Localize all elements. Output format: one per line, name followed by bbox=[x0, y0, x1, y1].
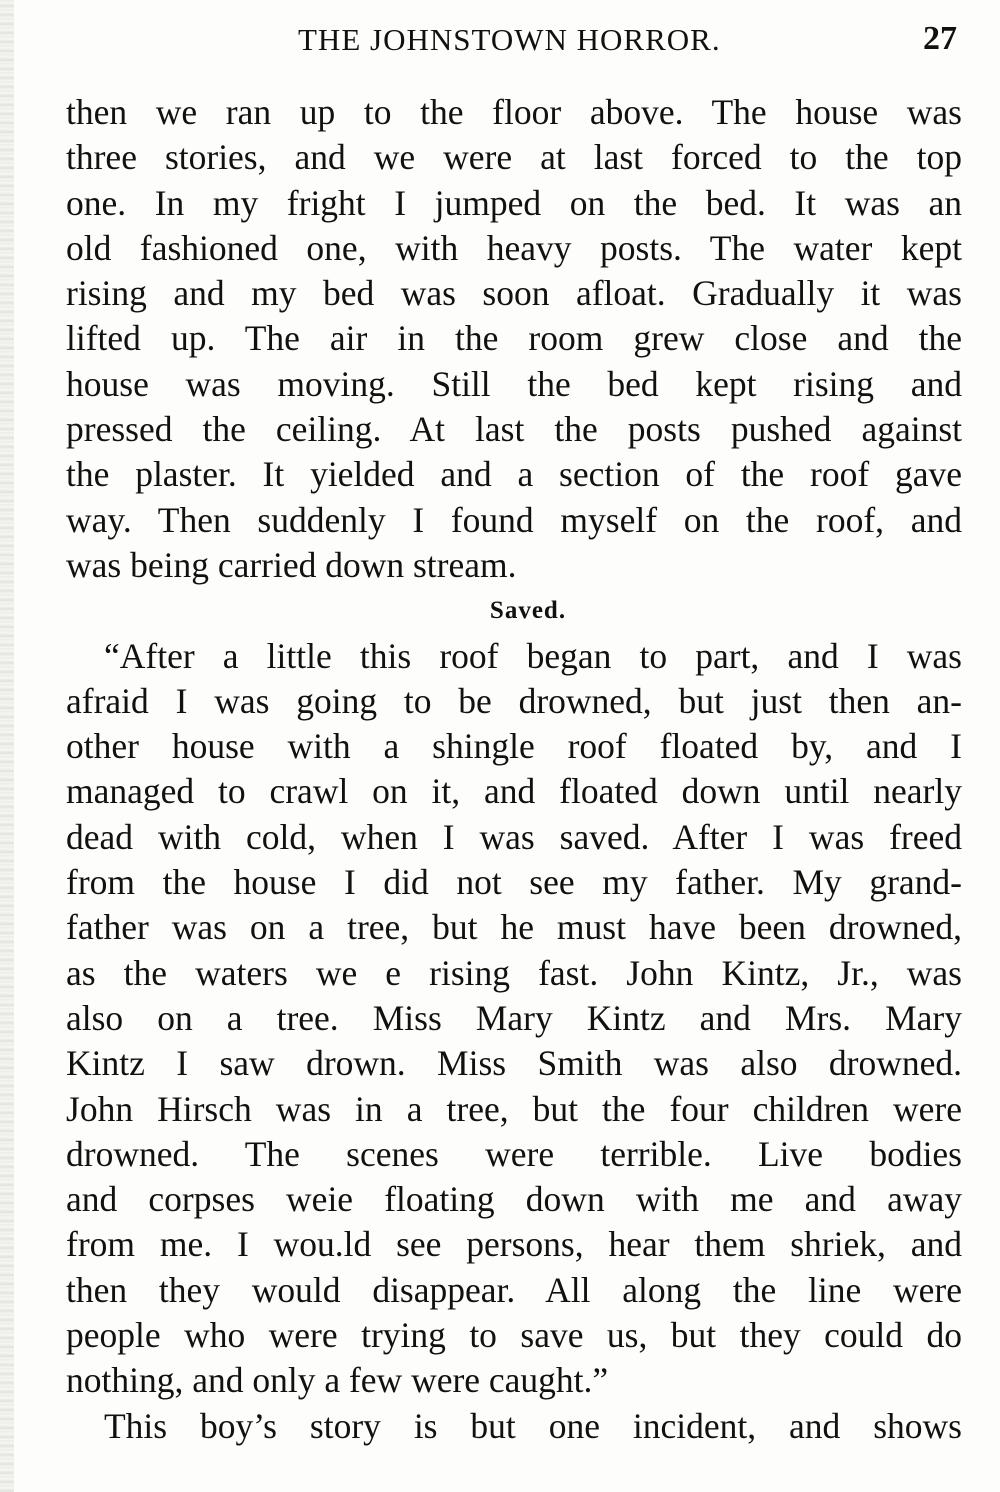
text-line: father was on a tree, but he must have been drowned, bbox=[66, 907, 962, 948]
page-gutter-edge bbox=[0, 0, 14, 1492]
text-line: drowned. The scenes were terrible. Live bodies bbox=[66, 1133, 962, 1174]
text-line: John Hirsch was in a tree, but the four children were bbox=[66, 1088, 962, 1129]
text-line: rising and my bed was soon afloat. Gradually it was bbox=[66, 273, 962, 314]
paragraph-3 bbox=[66, 1404, 962, 1449]
page-number: 27 bbox=[923, 20, 957, 57]
text-line: old fashioned one, with heavy posts. The water kept bbox=[66, 227, 962, 268]
body-text bbox=[66, 90, 962, 1449]
text-line: also on a tree. Miss Mary Kintz and Mrs. Mary bbox=[66, 997, 962, 1038]
section-heading: Saved. bbox=[489, 597, 567, 625]
running-header bbox=[0, 18, 1000, 62]
text-line: way. Then suddenly I found myself on the roof, and bbox=[66, 499, 962, 540]
text-line: from the house I did not see my father. My grand- bbox=[66, 862, 962, 903]
text-line: managed to crawl on it, and floated down until nearly bbox=[66, 771, 962, 812]
text-line: nothing, and only a few were caught.” bbox=[66, 1360, 609, 1401]
text-line: as the waters we e rising fast. John Kintz, Jr., was bbox=[66, 952, 962, 993]
text-line: three stories, and we were at last forced to the top bbox=[66, 137, 962, 178]
paragraph-1 bbox=[66, 90, 962, 588]
text-line: afraid I was going to be drowned, but just then an- bbox=[66, 680, 962, 721]
text-line: people who were trying to save us, but they could do bbox=[66, 1315, 962, 1356]
text-line: then they would disappear. All along the line were bbox=[66, 1269, 962, 1310]
text-line: Kintz I saw drown. Miss Smith was also drowned. bbox=[66, 1043, 962, 1084]
text-line: dead with cold, when I was saved. After I was freed bbox=[66, 816, 962, 857]
text-line: house was moving. Still the bed kept rising and bbox=[66, 363, 962, 404]
text-line: lifted up. The air in the room grew close and the bbox=[66, 318, 962, 359]
text-line: was being carried down stream. bbox=[66, 544, 517, 585]
text-line: from me. I wou.ld see persons, hear them shriek, and bbox=[66, 1224, 962, 1265]
text-line: other house with a shingle roof floated by, and I bbox=[66, 726, 962, 767]
running-title: THE JOHNSTOWN HORROR. bbox=[298, 22, 721, 57]
text-line: the plaster. It yielded and a section of the roof gave bbox=[66, 454, 962, 495]
text-line: and corpses weie floating down with me and away bbox=[66, 1179, 962, 1220]
text-line: then we ran up to the floor above. The house was bbox=[66, 92, 962, 132]
text-line: This boy’s story is but one incident, and shows bbox=[104, 1405, 962, 1446]
text-line: one. In my fright I jumped on the bed. It was an bbox=[66, 182, 962, 223]
text-line: pressed the ceiling. At last the posts pushed against bbox=[66, 409, 962, 450]
paragraph-2 bbox=[66, 634, 962, 1404]
text-line: “After a little this roof began to part, and I was bbox=[104, 635, 962, 676]
